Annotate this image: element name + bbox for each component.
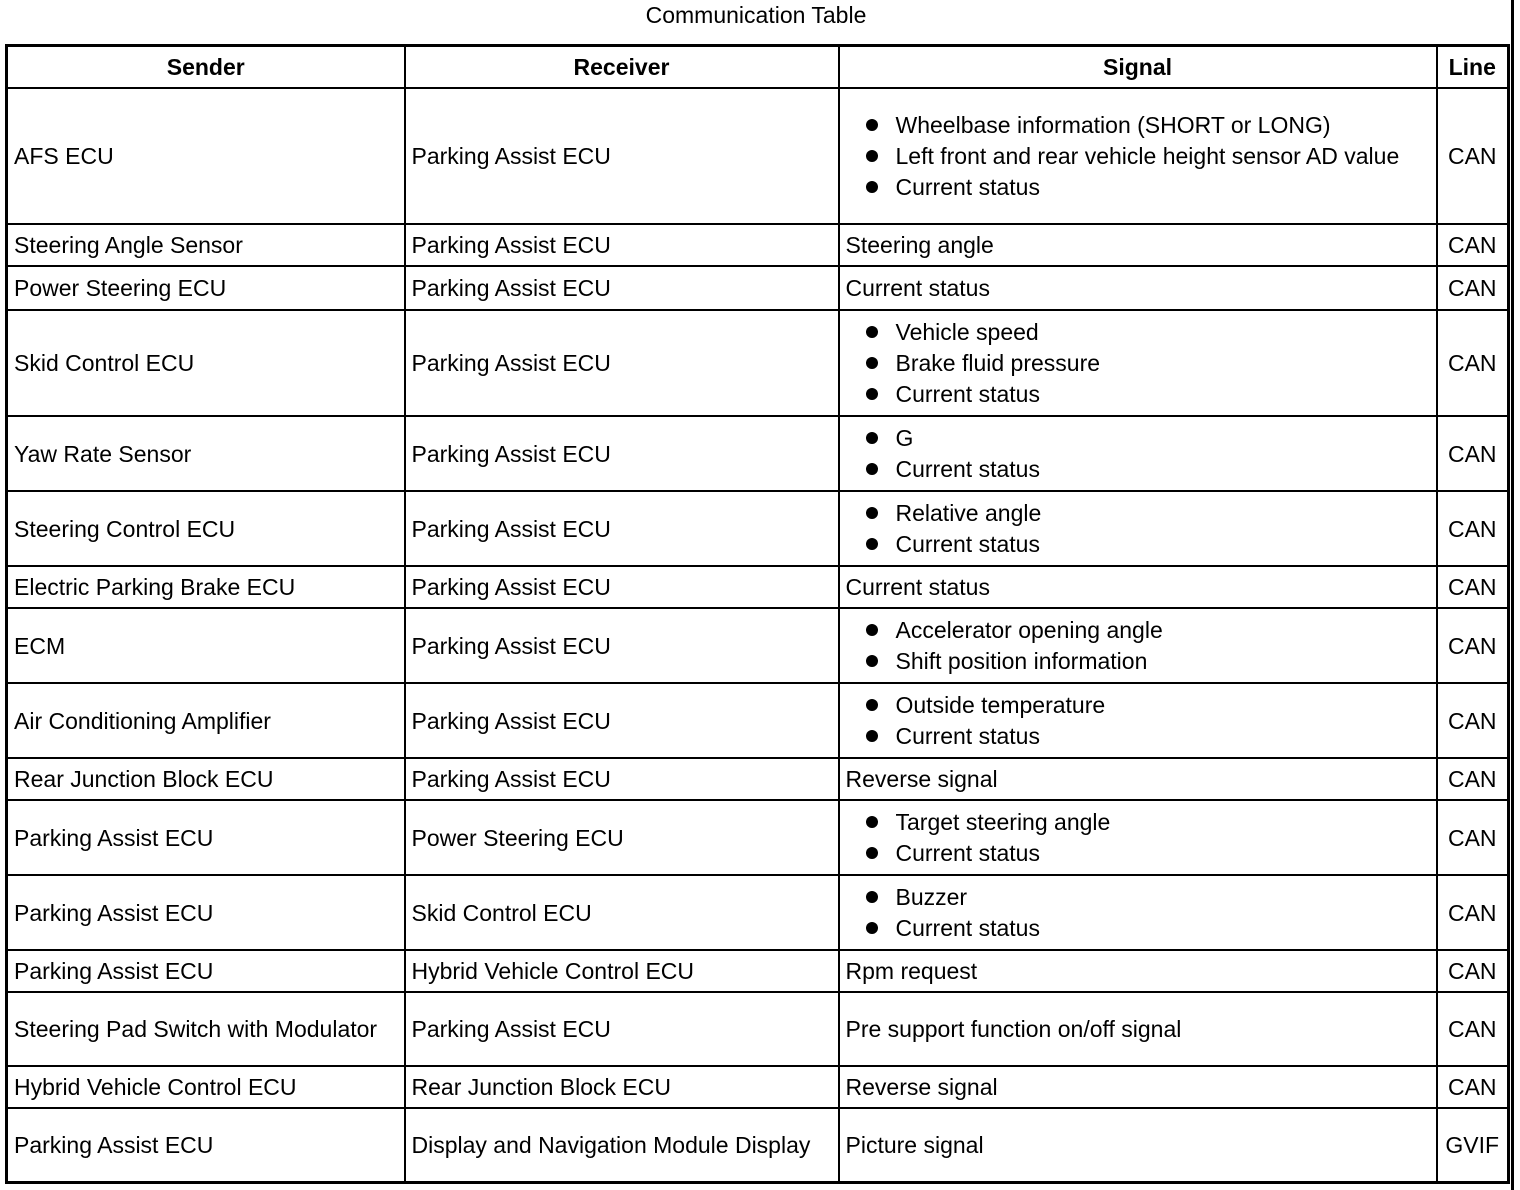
table-row	[7, 950, 1509, 992]
cell-line: CAN	[1437, 224, 1509, 266]
cell-receiver: Parking Assist ECU	[405, 566, 839, 608]
cell-sender: Hybrid Vehicle Control ECU	[7, 1066, 405, 1108]
communication-table	[5, 44, 1510, 1184]
header-row	[7, 46, 1509, 89]
signal-list	[846, 423, 1430, 484]
cell-signal: Pre support function on/off signal	[839, 992, 1437, 1066]
cell-signal: Current status	[839, 266, 1437, 310]
signal-list-item: Current status	[846, 913, 1430, 943]
cell-receiver: Parking Assist ECU	[405, 491, 839, 566]
cell-sender: Steering Control ECU	[7, 491, 405, 566]
table-row	[7, 800, 1509, 875]
cell-line: CAN	[1437, 566, 1509, 608]
signal-list-item: Current status	[846, 838, 1430, 868]
signal-list	[846, 110, 1430, 202]
cell-signal: Steering angle	[839, 224, 1437, 266]
cell-line: CAN	[1437, 758, 1509, 800]
cell-receiver: Parking Assist ECU	[405, 266, 839, 310]
cell-line: CAN	[1437, 266, 1509, 310]
cell-line: GVIF	[1437, 1108, 1509, 1182]
signal-list-item: Wheelbase information (SHORT or LONG)	[846, 110, 1430, 140]
cell-signal	[839, 800, 1437, 875]
signal-list	[846, 807, 1430, 868]
cell-receiver: Parking Assist ECU	[405, 608, 839, 683]
signal-list-item: G	[846, 423, 1430, 453]
signal-list-item: Accelerator opening angle	[846, 615, 1430, 645]
signal-list	[846, 317, 1430, 409]
cell-receiver: Parking Assist ECU	[405, 992, 839, 1066]
table-row	[7, 491, 1509, 566]
cell-sender: Electric Parking Brake ECU	[7, 566, 405, 608]
table-row	[7, 608, 1509, 683]
cell-signal	[839, 608, 1437, 683]
signal-list-item: Relative angle	[846, 498, 1430, 528]
signal-list	[846, 615, 1430, 676]
cell-sender: Steering Pad Switch with Modulator	[7, 992, 405, 1066]
header-line: Line	[1437, 46, 1509, 89]
cell-line: CAN	[1437, 88, 1509, 224]
cell-receiver: Parking Assist ECU	[405, 683, 839, 758]
cell-signal: Reverse signal	[839, 1066, 1437, 1108]
cell-receiver: Skid Control ECU	[405, 875, 839, 950]
cell-sender: ECM	[7, 608, 405, 683]
cell-line: CAN	[1437, 800, 1509, 875]
cell-signal: Current status	[839, 566, 1437, 608]
cell-sender: Parking Assist ECU	[7, 875, 405, 950]
table-row	[7, 1066, 1509, 1108]
table-row	[7, 566, 1509, 608]
cell-sender: Yaw Rate Sensor	[7, 416, 405, 491]
table-row	[7, 758, 1509, 800]
cell-receiver: Parking Assist ECU	[405, 416, 839, 491]
table-row	[7, 1108, 1509, 1182]
header-receiver: Receiver	[405, 46, 839, 89]
cell-receiver: Power Steering ECU	[405, 800, 839, 875]
cell-line: CAN	[1437, 992, 1509, 1066]
cell-signal	[839, 88, 1437, 224]
cell-receiver: Rear Junction Block ECU	[405, 1066, 839, 1108]
signal-list-item: Left front and rear vehicle height sensor AD value	[846, 141, 1430, 171]
signal-list	[846, 690, 1430, 751]
table-row	[7, 416, 1509, 491]
cell-line: CAN	[1437, 310, 1509, 416]
cell-sender: Air Conditioning Amplifier	[7, 683, 405, 758]
cell-signal	[839, 416, 1437, 491]
signal-list-item: Current status	[846, 172, 1430, 202]
cell-sender: Skid Control ECU	[7, 310, 405, 416]
cell-sender: Parking Assist ECU	[7, 800, 405, 875]
cell-signal: Rpm request	[839, 950, 1437, 992]
cell-sender: Power Steering ECU	[7, 266, 405, 310]
table-row	[7, 88, 1509, 224]
header-signal: Signal	[839, 46, 1437, 89]
signal-list-item: Brake fluid pressure	[846, 348, 1430, 378]
cell-sender: Steering Angle Sensor	[7, 224, 405, 266]
cell-line: CAN	[1437, 683, 1509, 758]
cell-signal: Picture signal	[839, 1108, 1437, 1182]
cell-line: CAN	[1437, 608, 1509, 683]
table-row	[7, 310, 1509, 416]
cell-line: CAN	[1437, 950, 1509, 992]
signal-list-item: Current status	[846, 454, 1430, 484]
page-title: Communication Table	[645, 2, 867, 28]
cell-receiver: Parking Assist ECU	[405, 758, 839, 800]
signal-list-item: Outside temperature	[846, 690, 1430, 720]
cell-line: CAN	[1437, 416, 1509, 491]
cell-sender: AFS ECU	[7, 88, 405, 224]
cell-signal	[839, 310, 1437, 416]
page-edge-rule	[1511, 0, 1514, 1190]
cell-receiver: Hybrid Vehicle Control ECU	[405, 950, 839, 992]
cell-line: CAN	[1437, 491, 1509, 566]
signal-list-item: Current status	[846, 379, 1430, 409]
table-row	[7, 266, 1509, 310]
cell-receiver: Parking Assist ECU	[405, 310, 839, 416]
cell-sender: Parking Assist ECU	[7, 950, 405, 992]
cell-receiver: Parking Assist ECU	[405, 224, 839, 266]
cell-receiver: Display and Navigation Module Display	[405, 1108, 839, 1182]
table-row	[7, 875, 1509, 950]
cell-sender: Parking Assist ECU	[7, 1108, 405, 1182]
signal-list-item: Buzzer	[846, 882, 1430, 912]
cell-sender: Rear Junction Block ECU	[7, 758, 405, 800]
signal-list	[846, 882, 1430, 943]
signal-list-item: Current status	[846, 529, 1430, 559]
cell-signal	[839, 491, 1437, 566]
table-row	[7, 683, 1509, 758]
cell-signal: Reverse signal	[839, 758, 1437, 800]
signal-list-item: Target steering angle	[846, 807, 1430, 837]
cell-line: CAN	[1437, 875, 1509, 950]
cell-signal	[839, 683, 1437, 758]
cell-receiver: Parking Assist ECU	[405, 88, 839, 224]
table-body	[7, 88, 1509, 1182]
cell-signal	[839, 875, 1437, 950]
cell-line: CAN	[1437, 1066, 1509, 1108]
header-sender: Sender	[7, 46, 405, 89]
table-row	[7, 224, 1509, 266]
table-row	[7, 992, 1509, 1066]
signal-list-item: Current status	[846, 721, 1430, 751]
signal-list	[846, 498, 1430, 559]
signal-list-item: Vehicle speed	[846, 317, 1430, 347]
signal-list-item: Shift position information	[846, 646, 1430, 676]
